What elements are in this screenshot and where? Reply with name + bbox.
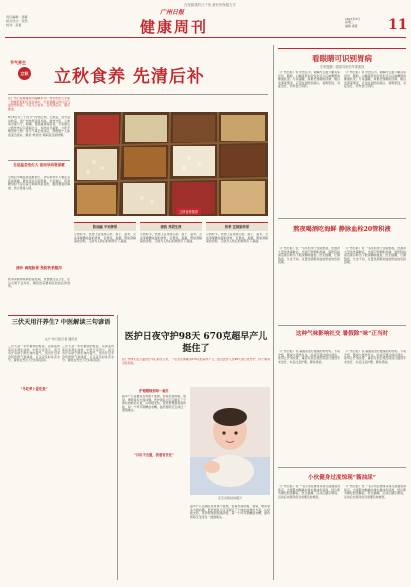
divider (8, 160, 70, 161)
masthead-top-line: 在保健康的日子里 最好的保健方法 (184, 3, 236, 7)
right-text-1b: 《广州日报》讯 中医认为，眼睛与五脏六腑关系密切，眼睑、白睛等部位的变化可以反映脾胃的健康状况。专家提醒，如果出现眼睑浮肿、眼白发黄等情况，应及时到医院就诊，查明原因，对症治疗，切勿自行用药。 (344, 71, 406, 89)
right-text-1a: 《广州日报》讯 中医认为，眼睛与五脏六腑关系密切，眼睑、白睛等部位的变化可以反映脾胃的健康状况。专家提醒，如果出现眼睑浮肿、眼白发黄等情况，应及时到医院就诊，查明原因，对症治疗，切勿自行用药。 (278, 71, 340, 89)
info-line: 校对：高蕾 (6, 22, 22, 27)
col-text-3: 立秋时节，饮食上宜选用山药、莲子、薏米、芡实等健脾祛湿的食材，可煲汤、煮粥，既能清除暑热余邪，又能为入秋后的调养打下基础。 (206, 233, 268, 244)
lead-headline: 立秋食养 先清后补 (54, 67, 205, 87)
feature-intro: 在广州市妇女儿童医疗中心新生儿科，一名出生体重仅670克的超早产儿，经过医护人员98天的日夜守护，终于顺利出院回家。 (122, 358, 270, 365)
baby-illustration (190, 387, 270, 495)
date-line: 星期二 (345, 20, 354, 25)
page-number: 11 (388, 17, 408, 33)
column-divider (273, 45, 274, 580)
feature-headline: 医护日夜守护98天 670克超早产儿挺住了 (124, 332, 268, 354)
photo-caption: 立秋食养推荐 (176, 208, 201, 215)
col-box-label: 秋季 宜润肺养胃 (224, 225, 250, 229)
col-box-2 (140, 222, 202, 231)
lower-left-text-b: 三伏天是一年中最热的时段，民间流传着许多养生谚语。中医专家表示，适当出汗有助于排出体内湿气，但出汗过多会耗伤阳气和津液，应注意及时补充水分，避免在烈日下长时间活动。 (62, 345, 114, 363)
right-text-2a: 《广州日报》讯 一名年轻男子连续熬夜、饮酒并大量进食海鲜后，出现下肢肿胀疼痛，到医院检查后被诊断为下肢深静脉血栓。医生提醒，长期熬夜、久坐不动、过量饮酒都是血栓形成的危险因素。 (278, 247, 340, 265)
right-headline-2: 熬夜喝酒吃海鲜 静脉血栓20管积液 (293, 226, 391, 233)
lower-left-text-a: 三伏天是一年中最热的时段，民间流传着许多养生谚语。中医专家表示，适当出汗有助于排出体内湿气，但出汗过多会耗伤阳气和津液，应注意及时补充水分，避免在烈日下长时间活动。 (8, 345, 60, 363)
masthead-date (345, 18, 385, 28)
feature-text-b: 超早产儿各器官发育极不成熟，容易出现呼吸、感染、喂养等多方面问题。医护团队为宝宝制定了个体化的救治方案，从呼吸支持、营养管理到感染防控，每一个环节都精益求精，最终帮助宝宝闯过一道道难关。 (190, 505, 270, 519)
col-text-2: 立秋时节，饮食上宜选用山药、莲子、薏米、芡实等健脾祛湿的食材，可煲汤、煮粥，既能清除暑热余邪，又能为入秋后的调养打下基础。 (140, 233, 202, 244)
info-line: 责任编辑：谭嘉 (6, 15, 28, 19)
baby-photo (190, 387, 270, 495)
divider (8, 94, 268, 95)
feature-text-a: 超早产儿各器官发育极不成熟，容易出现呼吸、感染、喂养等多方面问题。医护团队为宝宝制定了个体化的救治方案，从呼吸支持、营养管理到感染防控，每一个环节都精益求精，最终帮助宝宝闯过一道道难关。 (122, 395, 186, 413)
date-line: 编辑 谭嘉 (345, 23, 358, 28)
rule (8, 315, 114, 316)
info-line: 版式设计：张然 (6, 18, 28, 23)
column-divider (117, 315, 118, 580)
feature-subhead-1: 护理精细到每一毫升 (139, 389, 169, 393)
spice-box-illustration (74, 112, 268, 216)
left-subhead-1: 吾是温差变化大 夜间孕妈要保暖 (13, 163, 65, 167)
right-text-3b: 《广州日报》讯 暑假是治疗腋臭的好时机。专家介绍，腋臭与遗传有关，轻症可通过保持清洁、使用止汗剂改善，重症可到正规医院进行微创手术治疗，术后注意护理，避免感染。 (344, 350, 406, 364)
right-deck-1: 专家提醒：眼部异常信号要重视 (319, 65, 365, 69)
lead-intro: 在广州日报健康周刊编辑部与广州中医药大学第一附属医院的专家访谈中，专家提醒立秋以后气温依然较高，不宜马上进补，宜先清后补、循序渐进。 (8, 97, 70, 111)
col-box-label: 清热 养阴生津 (160, 225, 182, 229)
rule (278, 48, 406, 49)
masthead-left-info (6, 16, 66, 28)
right-text-2b: 《广州日报》讯 一名年轻男子连续熬夜、饮酒并大量进食海鲜后，出现下肢肿胀疼痛，到医院检查后被诊断为下肢深静脉血栓。医生提醒，长期熬夜、久坐不动、过量饮酒都是血栓形成的危险因素。 (344, 247, 406, 265)
right-headline-3: 这种气味影响社交 暑假除“味”正当时 (295, 331, 389, 337)
col-text-1: 立秋时节，饮食上宜选用山药、莲子、薏米、芡实等健脾祛湿的食材，可煲汤、煮粥，既能清除暑热余邪，又能为入秋后的调养打下基础。 (74, 233, 136, 244)
badge-label: 节气养生 (10, 60, 26, 65)
right-headline-4: 小伙健身过度惊现“酱油尿” (308, 475, 376, 481)
feature-subhead-2: “只出不去重，我看有变化” (133, 453, 175, 457)
masthead-rule (5, 37, 406, 38)
lower-left-headline: 三伏天用汗养生? 中医解读三句谚语 (11, 319, 111, 326)
col-box-label: 防油腻 平补脾胃 (92, 225, 118, 229)
col-box-3 (206, 222, 268, 231)
right-text-4b: 《广州日报》讯 一名小伙在健身房进行高强度训练后，出现肌肉酸痛并排出酱油色尿液，经诊断为横纹肌溶解症。医生提醒，运动应循序渐进，运动后出现尿色异常要及时就医。 (344, 485, 406, 499)
divider (278, 467, 406, 468)
lead-body: 8月8日为二十四节气中的立秋。立秋后，北方逐步转凉，而广州依然高温多雨，湿热交织，人体易出现口干、咽燥、食欲减退等症状。专家建议立秋饮食应以清润为主，多吃时令蔬果，少吃辛辣煎炸之物；待天气真正转凉后，再根据个人体质适当进补，避免“秋老虎”期间盲目贴秋膘。 (8, 116, 70, 137)
right-text-4a: 《广州日报》讯 一名小伙在健身房进行高强度训练后，出现肌肉酸痛并排出酱油色尿液，经诊断为横纹肌溶解症。医生提醒，运动应循序渐进，运动后出现尿色异常要及时就医。 (278, 485, 340, 499)
left-text-2: 秋季是肠胃疾病的高发期，饮食要注意卫生，生冷瓜果不宜多吃，隔夜饭菜要彻底加热后再食用。 (8, 278, 70, 289)
divider (278, 325, 406, 326)
col-box-1 (74, 222, 136, 231)
left-subhead-2: 清补 调理肠胃 预防秋季腹泻 (16, 266, 62, 270)
divider (278, 218, 406, 219)
solar-term-badge (10, 60, 40, 80)
lead-photo (74, 112, 268, 216)
baby-photo-caption: 宝宝出院时的照片 (217, 496, 243, 500)
paper-logo: 广州日报 (160, 9, 185, 16)
section-title: 健康周刊 (140, 18, 209, 36)
lower-left-byline: 文/广州日报记者 通讯员 (44, 337, 78, 341)
badge-sub: 立秋 (18, 67, 31, 80)
right-headline-1: 看眼睛可识别胃病 (312, 54, 372, 63)
right-text-3a: 《广州日报》讯 暑假是治疗腋臭的好时机。专家介绍，腋臭与遗传有关，轻症可通过保持清洁、使用止汗剂改善，重症可到正规医院进行微创手术治疗，术后注意护理，避免感染。 (278, 350, 340, 364)
date-line: 2023年8月 (345, 17, 360, 21)
left-text-1: 立秋后早晚温差逐渐加大，孕妇和老年人要注意夜间保暖，避免受凉引起感冒。专家建议，夜间睡觉时不宜对着空调或风扇直吹，腹部要盖好薄被，防止寒湿入侵。 (8, 176, 70, 190)
lower-left-subhead: “冬吃萝卜夏吃姜” (20, 387, 48, 391)
